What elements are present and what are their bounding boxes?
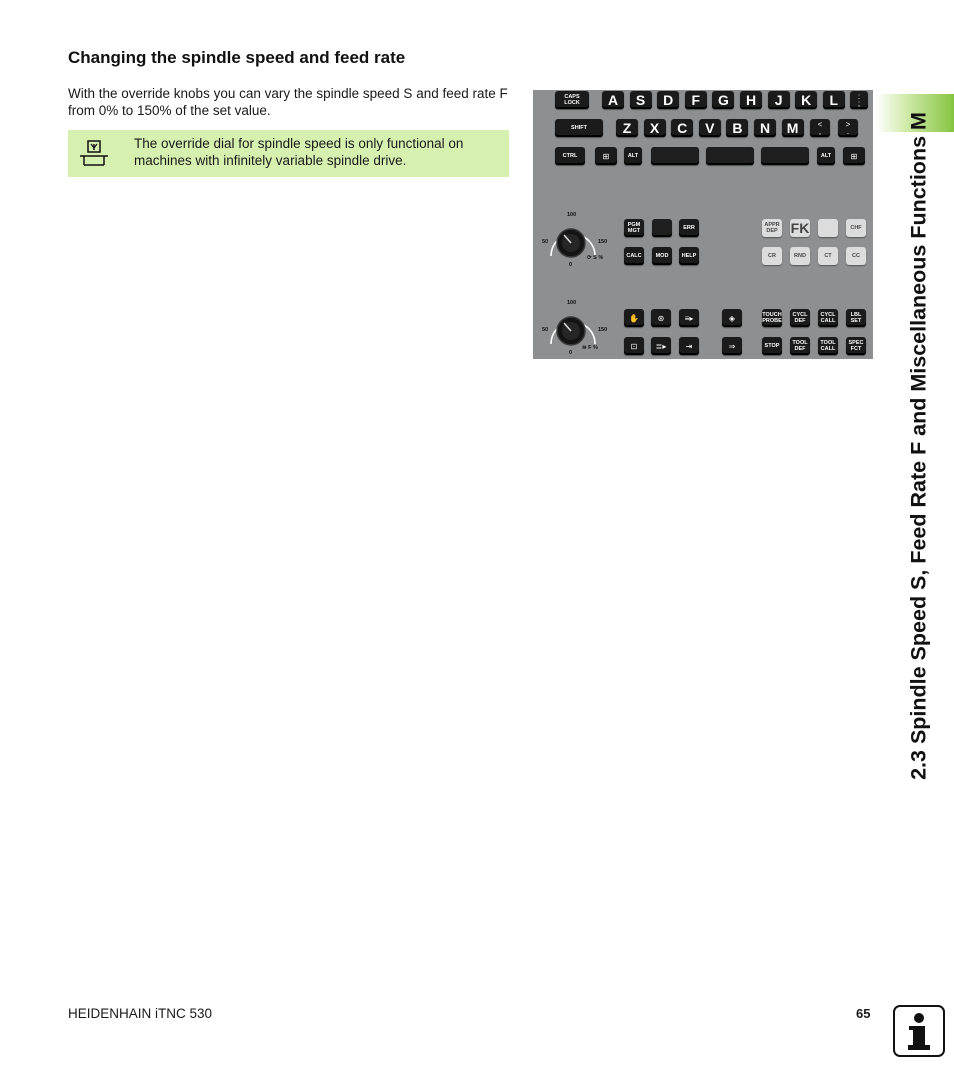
key-program-run-mode-icon: ⇒	[722, 337, 742, 355]
key-appr-dep-label: APPR DEP	[764, 222, 780, 234]
key-ct-label: CT	[824, 253, 832, 259]
key-stop-label: STOP	[764, 343, 780, 349]
key-tool-call-label: TOOL CALL	[820, 340, 836, 352]
key-m-label: M	[786, 120, 799, 136]
key-b-label: B	[732, 120, 743, 136]
machine-note-icon	[78, 139, 110, 169]
feed-dial-unit-text: F %	[588, 345, 598, 351]
key-l-label: L	[829, 92, 839, 108]
key-caps-lock-label: CAPS LOCK	[564, 94, 580, 106]
spindle-symbol-icon: ⟳	[587, 255, 594, 261]
key-test-run-mode-icon: ⊡	[624, 337, 644, 355]
feed-dial-unit	[582, 345, 598, 351]
info-icon	[893, 1005, 945, 1057]
key-help-label: HELP	[681, 253, 697, 259]
spindle-dial-unit	[587, 255, 603, 261]
key-pgm-mgt-label: PGM MGT	[627, 222, 641, 234]
keyboard-panel-photo	[533, 90, 873, 359]
chapter-title: 2.3 Spindle Speed S, Feed Rate F and Miscellaneous Functions M	[906, 112, 931, 780]
key-v-label: V	[705, 120, 715, 136]
key-n-label: N	[759, 120, 771, 136]
key-windows-right-icon: ⊞	[843, 147, 865, 165]
key-handwheel-mode-icon: ⊛	[651, 309, 671, 327]
key-alt-left-label: ALT	[627, 153, 639, 159]
key-rnd-label: RND	[794, 253, 806, 259]
feed-dial-label-0: 0	[569, 350, 573, 356]
intro-paragraph: With the override knobs you can vary the spindle speed S and feed rate F from 0% to 150% of the set value.	[68, 86, 508, 118]
key-calc-label: CALC	[626, 253, 642, 259]
spindle-dial-label-150: 150	[598, 239, 608, 245]
key-mod-label: MOD	[655, 253, 669, 259]
key-fk-label: FK	[790, 220, 810, 236]
note-box	[68, 130, 509, 177]
spindle-dial-unit-text: S %	[593, 255, 604, 261]
key-cycl-call-label: CYCL CALL	[820, 312, 836, 324]
key-touch-probe-label: TOUCH PROBE	[762, 312, 782, 324]
key-colon-label: : ;	[857, 92, 861, 108]
key-cr-label: CR	[768, 253, 776, 259]
key-programming-mode-icon: ◈	[722, 309, 742, 327]
key-lbl-set-label: LBL SET	[850, 312, 862, 324]
override-dials	[533, 90, 873, 359]
key-full-sequence-mode-icon: ⇥	[679, 337, 699, 355]
feed-dial-label-150: 150	[598, 327, 608, 333]
spindle-dial-label-100: 100	[567, 212, 577, 218]
feed-override-dial	[551, 317, 595, 345]
key-manual-mode-icon: ✋	[624, 309, 644, 327]
key-alt-right-label: ALT	[820, 153, 832, 159]
key-tool-def-label: TOOL DEF	[792, 340, 808, 352]
key-windows-left-icon: ⊞	[595, 147, 617, 165]
key-cycl-def-label: CYCL DEF	[792, 312, 808, 324]
spindle-override-dial	[551, 229, 595, 257]
key-shift-label: SHIFT	[571, 125, 587, 131]
key-x-label: X	[649, 120, 660, 136]
key-greater-than-label: > .	[845, 120, 851, 136]
feed-symbol-icon: ≋	[582, 345, 589, 351]
key-err-label: ERR	[683, 225, 695, 231]
key-d-label: D	[663, 92, 674, 108]
key-j-label: J	[774, 92, 783, 108]
feed-dial-label-100: 100	[567, 300, 577, 306]
key-ctrl-label: CTRL	[562, 153, 578, 159]
feed-dial-label-50: 50	[542, 327, 549, 333]
key-g-label: G	[717, 92, 729, 108]
key-chf-label: CHF	[850, 225, 862, 231]
footer-product: HEIDENHAIN iTNC 530	[68, 1006, 213, 1021]
page-number: 65	[856, 1006, 871, 1021]
key-f-label: F	[691, 92, 701, 108]
key-h-label: H	[745, 92, 757, 108]
key-mdi-mode-icon: ≡▸	[679, 309, 699, 327]
note-text: The override dial for spindle speed is only functional on machines with infinitely variable spindle drive.	[134, 136, 464, 168]
key-k-label: K	[801, 92, 812, 108]
key-spec-fct-label: SPEC FCT	[848, 340, 864, 352]
key-single-block-mode-icon: ≣▸	[651, 337, 671, 355]
key-less-than-label: < ,	[817, 120, 823, 136]
key-c-label: C	[677, 120, 688, 136]
key-a-label: A	[607, 92, 619, 108]
key-z-label: Z	[622, 120, 632, 136]
spindle-dial-label-0: 0	[569, 262, 573, 268]
key-s-label: S	[635, 92, 646, 108]
spindle-dial-label-50: 50	[542, 239, 549, 245]
section-heading: Changing the spindle speed and feed rate	[68, 48, 406, 67]
key-cc-label: CC	[852, 253, 860, 259]
